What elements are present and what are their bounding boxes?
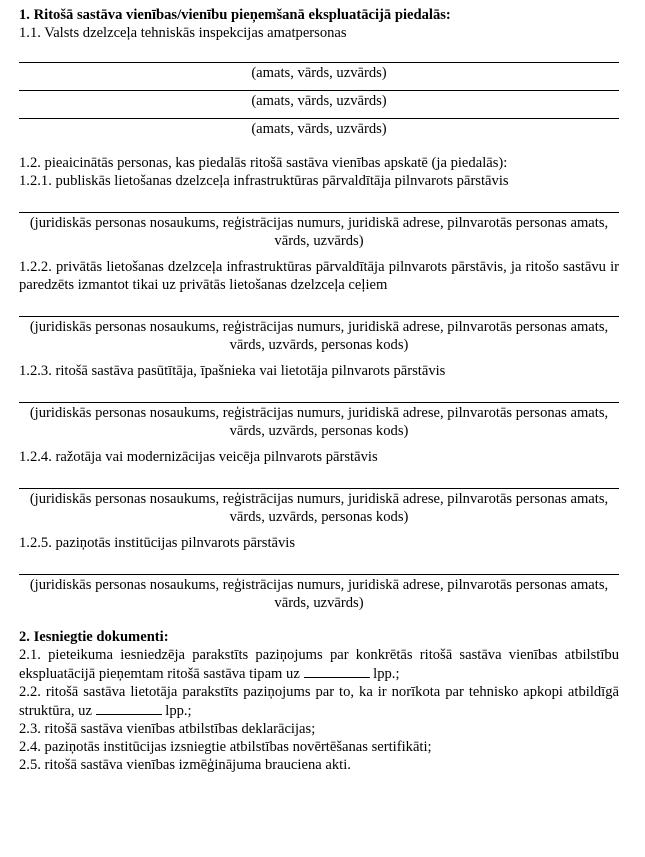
item-2-2-suffix: lpp.; <box>165 703 192 719</box>
item-2-1-suffix: lpp.; <box>373 666 400 682</box>
fill-line-official-3 <box>19 118 619 119</box>
item-2-1 <box>19 646 619 683</box>
fill-line-official-1 <box>19 62 619 63</box>
item-1-2-1: 1.2.1. publiskās lietošanas dzelzceļa infrastruktūras pārvaldītāja pilnvarots pārstāvis <box>19 173 509 189</box>
page-count-blank-2-2 <box>96 701 162 715</box>
item-2-5: 2.5. ritošā sastāva vienības izmēģinājuma brauciena akti. <box>19 757 351 773</box>
item-1-2-3: 1.2.3. ritošā sastāva pasūtītāja, īpašnieka vai lietotāja pilnvarots pārstāvis <box>19 363 446 379</box>
official-caption-2: (amats, vārds, uzvārds) <box>251 93 387 109</box>
item-1-2-2: 1.2.2. privātās lietošanas dzelzceļa infrastruktūras pārvaldītāja pilnvarots pārstāvis, ja ritošo sastāvu ir paredzēts izmantot tikai uz privātās lietošanas dzelzceļa ceļiem <box>19 259 619 293</box>
caption-1-2-2: (juridiskās personas nosaukums, reģistrācijas numurs, juridiskā adrese, pilnvarotās personas amats, vārds, uzvārds, personas kods) <box>29 319 609 353</box>
caption-1-2-4: (juridiskās personas nosaukums, reģistrācijas numurs, juridiskā adrese, pilnvarotās personas amats, vārds, uzvārds, personas kods) <box>29 491 609 525</box>
item-2-1-text: 2.1. pieteikuma iesniedzēja parakstīts paziņojums par konkrētās ritošā sastāva vienības atbilstību ekspluatācijā pieņemtam ritošā sastāva tipam uz <box>19 647 619 682</box>
fill-line-1-2-4 <box>19 488 619 489</box>
item-1-2-4: 1.2.4. ražotāja vai modernizācijas veicēja pilnvarots pārstāvis <box>19 449 378 465</box>
item-1-2: 1.2. pieaicinātās personas, kas piedalās ritošā sastāva vienības apskatē (ja piedalās): <box>19 155 508 171</box>
fill-line-official-2 <box>19 90 619 91</box>
caption-1-2-5: (juridiskās personas nosaukums, reģistrācijas numurs, juridiskā adrese, pilnvarotās personas amats, vārds, uzvārds) <box>29 577 609 611</box>
document-page <box>19 6 619 774</box>
section-1-heading: 1. Ritošā sastāva vienības/vienību pieņemšanā ekspluatācijā piedalās: <box>19 7 451 23</box>
fill-line-1-2-1 <box>19 212 619 213</box>
caption-1-2-3: (juridiskās personas nosaukums, reģistrācijas numurs, juridiskā adrese, pilnvarotās personas amats, vārds, uzvārds, personas kods) <box>29 405 609 439</box>
item-2-4: 2.4. paziņotās institūcijas izsniegtie atbilstības novērtēšanas sertifikāti; <box>19 739 432 755</box>
item-2-3: 2.3. ritošā sastāva vienības atbilstības deklarācijas; <box>19 721 316 737</box>
caption-1-2-1: (juridiskās personas nosaukums, reģistrācijas numurs, juridiskā adrese, pilnvarotās personas amats, vārds, uzvārds) <box>29 215 609 249</box>
official-caption-3: (amats, vārds, uzvārds) <box>251 121 387 137</box>
item-1-2-5: 1.2.5. paziņotās institūcijas pilnvarots pārstāvis <box>19 535 296 551</box>
official-caption-1: (amats, vārds, uzvārds) <box>251 65 387 81</box>
item-2-2 <box>19 683 619 720</box>
fill-line-1-2-5 <box>19 574 619 575</box>
item-1-1: 1.1. Valsts dzelzceļa tehniskās inspekcijas amatpersonas <box>19 25 347 41</box>
item-2-2-text: 2.2. ritošā sastāva lietotāja parakstīts paziņojums par to, ka ir norīkota par tehnisko apkopi atbildīgā struktūra, uz <box>19 684 619 719</box>
section-2-heading: 2. Iesniegtie dokumenti: <box>19 629 169 645</box>
page-count-blank-2-1 <box>304 664 370 678</box>
fill-line-1-2-2 <box>19 316 619 317</box>
fill-line-1-2-3 <box>19 402 619 403</box>
